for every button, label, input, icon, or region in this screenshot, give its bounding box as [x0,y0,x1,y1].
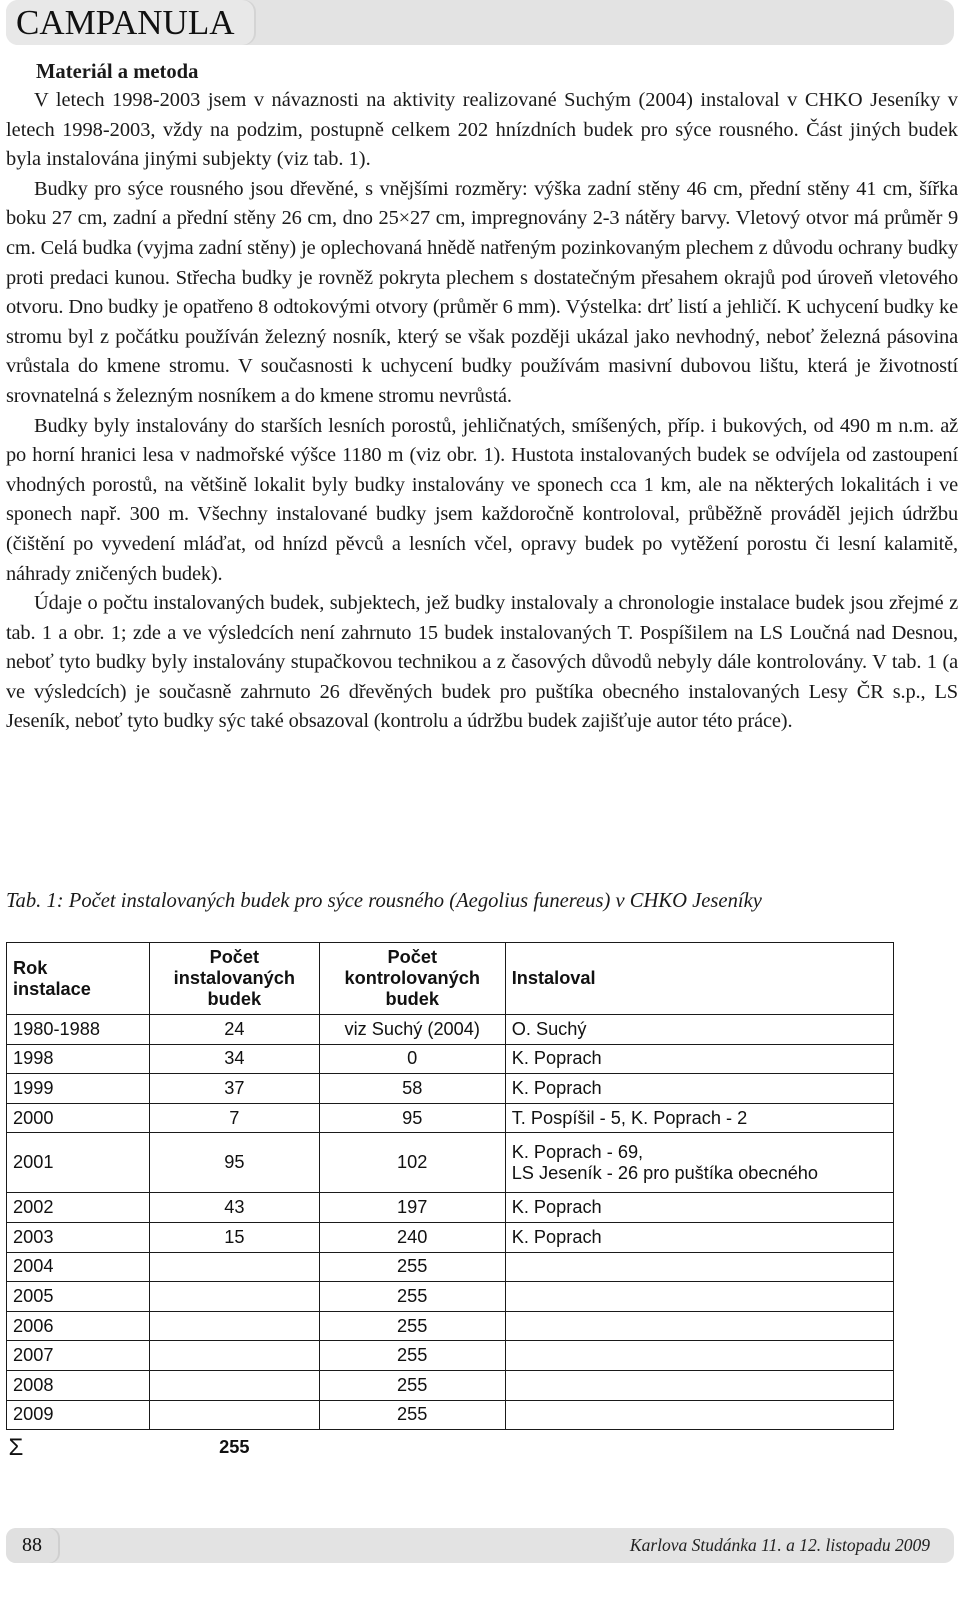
journal-title: CAMPANULA [6,0,254,45]
table-caption: Tab. 1: Počet instalovaných budek pro sýce rousného (Aegolius funereus) v CHKO Jeseníky [6,890,762,912]
table-row [7,1282,894,1312]
cell-year: 2005 [7,1282,150,1312]
table-row [7,1222,894,1252]
cell-installer-line: LS Jeseník - 26 pro puštíka obecného [511,1162,819,1183]
cell-installer [505,1341,893,1371]
cell-year: 1999 [7,1074,150,1104]
cell-year: 2003 [7,1222,150,1252]
cell-installer: K. Poprach [505,1044,893,1074]
article-body [6,58,958,737]
cell-installed [149,1311,319,1341]
sum-row [7,1430,894,1466]
cell-installer: K. Poprach [505,1074,893,1104]
nest-box-table [6,942,894,1466]
cell-year: 2002 [7,1193,150,1223]
cell-installed: 43 [149,1193,319,1223]
sum-empty [505,1430,893,1466]
cell-installed [149,1282,319,1312]
table-row [7,1133,894,1193]
sum-value: 255 [219,1437,250,1458]
cell-checked: 95 [319,1103,505,1133]
cell-installed: 24 [149,1015,319,1045]
cell-year: 2007 [7,1341,150,1371]
header-installed-line: instalovaných [173,968,295,988]
cell-installed [149,1252,319,1282]
cell-checked: 102 [319,1133,505,1193]
header-installed [149,943,319,1015]
cell-installer [505,1252,893,1282]
cell-checked: 58 [319,1074,505,1104]
cell-installed: 37 [149,1074,319,1104]
header-installer: Instaloval [505,943,893,1015]
table-row [7,1193,894,1223]
cell-checked: 255 [319,1311,505,1341]
cell-checked: 255 [319,1282,505,1312]
table-row [7,1252,894,1282]
cell-installer: T. Pospíšil - 5, K. Poprach - 2 [505,1103,893,1133]
cell-installed [149,1370,319,1400]
cell-installed: 15 [149,1222,319,1252]
header-year-line: Rok [13,957,48,978]
cell-checked: 240 [319,1222,505,1252]
cell-year: 1998 [7,1044,150,1074]
table-row [7,1311,894,1341]
cell-installer [505,1311,893,1341]
cell-installer [505,1282,893,1312]
table-header-row [7,943,894,1015]
header-checked [319,943,505,1015]
cell-checked: 255 [319,1252,505,1282]
cell-checked: viz Suchý (2004) [319,1015,505,1045]
cell-installed: 7 [149,1103,319,1133]
table-row [7,1341,894,1371]
cell-checked: 0 [319,1044,505,1074]
cell-checked: 255 [319,1341,505,1371]
section-heading: Materiál a metoda [36,61,199,83]
cell-checked: 255 [319,1370,505,1400]
header-installed-line: budek [207,989,262,1009]
cell-installed: 34 [149,1044,319,1074]
cell-installer-line: K. Poprach - 69, [511,1141,644,1162]
table-row [7,1103,894,1133]
header-checked-line: budek [385,989,440,1009]
page-number: 88 [6,1528,58,1563]
cell-year: 2000 [7,1103,150,1133]
header-checked-line: kontrolovaných [344,968,480,988]
header-year-line: instalace [13,978,91,999]
cell-checked: 197 [319,1193,505,1223]
paragraph: Údaje o počtu instalovaných budek, subjektech, jež budky instalovaly a chronologie instalace budek jsou zřejmé z tab. 1 a obr. 1; zde a ve výsledcích není zahrnuto 15 budek instalovaných T. Pospíšilem na LS Loučná nad Desnou, neboť tyto budky byly instalovány stupačkovou technikou a z časových důvodů nebyly dále kontrolovány. V tab. 1 (a ve výsledcích) je současně zahrnuto 26 dřevěných budek pro puštíka obecného instalovaných Lesy ČR s.p., LS Jeseník, neboť tyto budky sýc také obsazoval (kontrolu a údržbu budek zajišťuje autor této práce). [6,592,958,733]
table-row [7,1015,894,1045]
table-row [7,1074,894,1104]
cell-installer [505,1400,893,1430]
cell-checked: 255 [319,1400,505,1430]
publication-info: Karlova Studánka 11. a 12. listopadu 2009 [629,1535,930,1555]
cell-installed: 95 [149,1133,319,1193]
cell-installed [149,1400,319,1430]
sum-empty [319,1430,505,1466]
cell-installer [505,1370,893,1400]
cell-installer: K. Poprach [505,1222,893,1252]
cell-year: 1980-1988 [7,1015,150,1045]
cell-year: 2006 [7,1311,150,1341]
sum-symbol: Σ [8,1434,24,1462]
cell-installer: O. Suchý [505,1015,893,1045]
cell-year: 2001 [7,1133,150,1193]
cell-installer [505,1133,893,1193]
paragraph: Budky pro sýce rousného jsou dřevěné, s vnějšími rozměry: výška zadní stěny 46 cm, přední stěny 41 cm, šířka boku 27 cm, zadní a přední stěny 26 cm, dno 25×27 cm, impregnovány 2-3 nátěry barvy. Vletový otvor má průměr 9 cm. Celá budka (vyjma zadní stěny) je oplechovaná hnědě natřeným pozinkovaným plechem z důvodu ochrany budky proti predaci kunou. Střecha budky je rovněž pokryta plechem s dostatečným přesahem okrajů pod úroveň vletového otvoru. Dno budky je opatřeno 8 odtokovými otvory (průměr 6 mm). Výstelka: drť listí a jehličí. K uchycení budky ke stromu byl z počátku používán železný nosník, který se však později ukázal jako nevhodný, neboť železná pásovina vrůstala do kmene stromu. V současnosti k uchycení budky používám masivní dubovou lištu, která je životností srovnatelná s železným nosníkem a do kmene stromu nevrůstá. [6,177,958,407]
paragraph: V letech 1998-2003 jsem v návaznosti na aktivity realizované Suchým (2004) instaloval v CHKO Jeseníky v letech 1998-2003, vždy na podzim, postupně celkem 202 hnízdních budek pro sýce rousného. Část jiných budek byla instalována jinými subjekty (viz tab. 1). [6,89,958,171]
table-row [7,1044,894,1074]
cell-year: 2004 [7,1252,150,1282]
cell-year: 2008 [7,1370,150,1400]
table-row [7,1400,894,1430]
header-installed-line: Počet [209,947,260,967]
paragraph: Budky byly instalovány do starších lesních porostů, jehličnatých, smíšených, příp. i bukových, od 490 m n.m. až po horní hranici lesa v nadmořské výšce 1180 m (viz obr. 1). Hustota instalovaných budek se odvíjela od zastoupení vhodných porostů, na většině lokalit byly budky instalovány ve sponech cca 1 km, ale na některých lokalitách i ve sponech např. 300 m. Všechny instalované budky jsem každoročně kontroloval, průběžně prováděl jejich údržbu (čištění po vyvedení mláďat, od hnízd pěvců a lesních včel, opravy budek po vytěžení porostu či lesní kalamitě, náhrady zničených budek). [6,414,958,585]
header-year [7,943,150,1015]
cell-installer: K. Poprach [505,1193,893,1223]
table-row [7,1370,894,1400]
cell-year: 2009 [7,1400,150,1430]
header-checked-line: Počet [387,947,437,967]
cell-installed [149,1341,319,1371]
